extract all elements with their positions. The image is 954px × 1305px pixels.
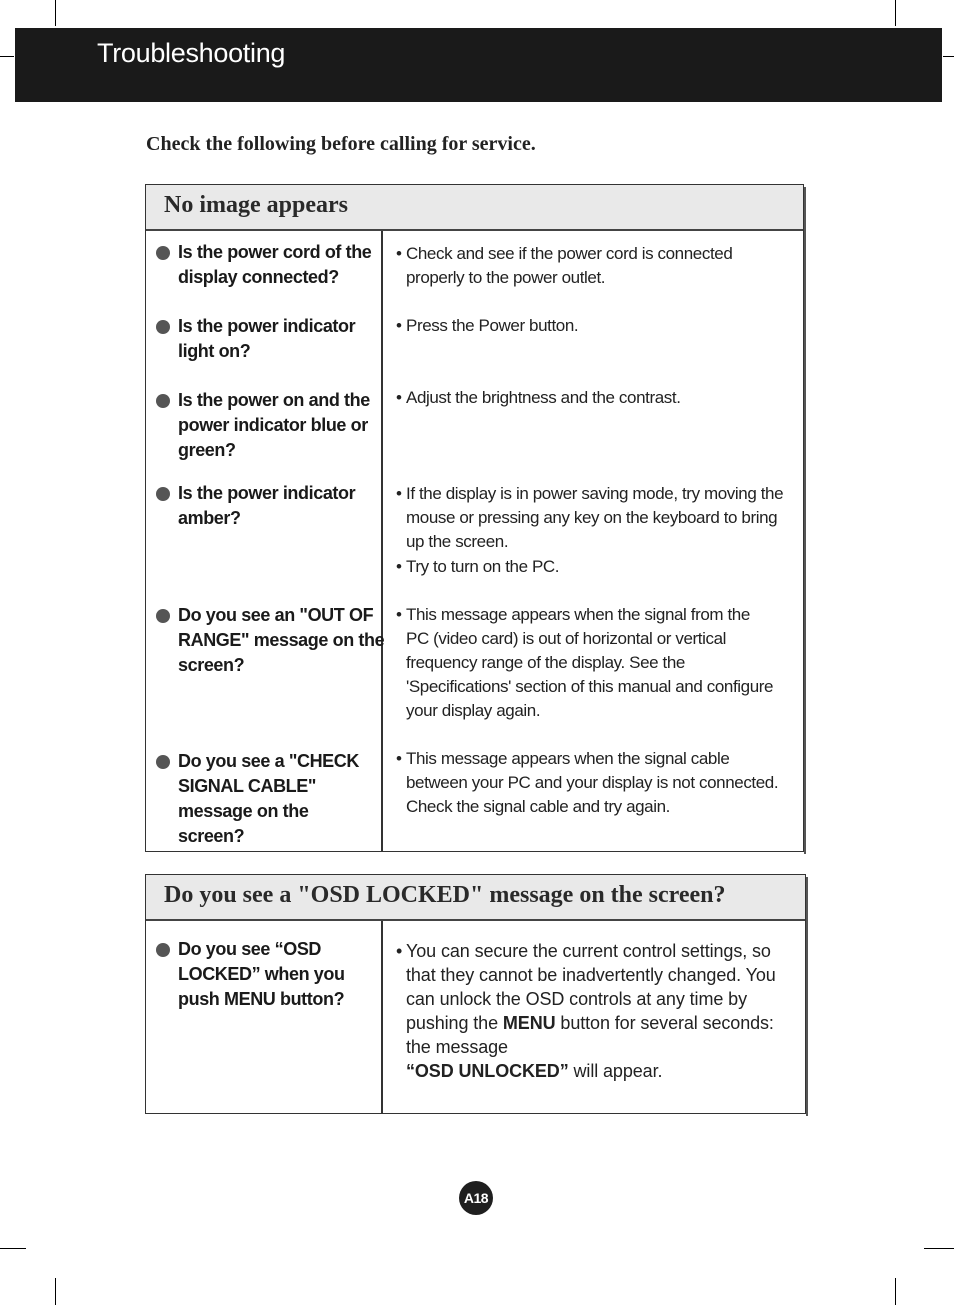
crop-mark xyxy=(55,0,56,26)
answer-indicator-amber: • If the display is in power saving mode, try moving the mouse or pressing any key on the keyboard to bring up the screen. xyxy=(396,484,784,551)
answer-osd-text: You can secure the current control settings, so that they cannot be inadvertently changed. You can unlock the OSD controls at any time by pushing the MENU button for several seconds: the message “OSD UNLOCKED” will appear. xyxy=(406,941,776,1081)
crop-mark xyxy=(0,1248,26,1249)
bullet-dot-icon: • xyxy=(396,388,402,407)
bullet-dot-icon: • xyxy=(396,244,402,263)
answer-out-of-range: • This message appears when the signal from the PC (video card) is out of horizontal or vertical frequency range of the display. See the 'Specifications' section of this manual and configure your display again. xyxy=(396,605,774,720)
bullet-dot-icon: • xyxy=(396,941,403,961)
intro-text: Check the following before calling for service. xyxy=(146,133,536,155)
column-divider xyxy=(381,921,383,1113)
bullet-dot-icon: • xyxy=(396,316,402,335)
bullet-icon xyxy=(156,943,170,957)
question-out-of-range: Do you see an "OUT OF RANGE" message on the screen? xyxy=(156,603,388,678)
question-power-cord: Is the power cord of the display connected? xyxy=(156,240,388,290)
page-number-badge: A18 xyxy=(459,1181,493,1215)
section-osd-locked xyxy=(145,874,806,1114)
menu-keyword: MENU xyxy=(502,1013,556,1033)
question-osd-locked: Do you see “OSD LOCKED” when you push MENU button? xyxy=(156,937,356,1012)
bullet-icon xyxy=(156,394,170,408)
crop-mark xyxy=(55,1278,56,1305)
crop-mark xyxy=(924,1248,954,1249)
section-heading xyxy=(146,875,805,921)
answer-check-signal: • This message appears when the signal cable between your PC and your display is not connected. Check the signal cable and try again. xyxy=(396,749,779,816)
question-indicator-amber: Is the power indicator amber? xyxy=(156,481,388,531)
bullet-dot-icon: • xyxy=(396,557,402,576)
section-heading-text: No image appears xyxy=(164,192,348,218)
question-indicator-color: Is the power on and the power indicator blue or green? xyxy=(156,388,388,463)
bullet-icon xyxy=(156,246,170,260)
question-power-indicator: Is the power indicator light on? xyxy=(156,314,388,364)
bullet-dot-icon: • xyxy=(396,484,402,503)
answer-indicator-amber-2: • Try to turn on the PC. xyxy=(394,555,794,579)
page-title: Troubleshooting xyxy=(97,38,286,68)
question-check-signal: Do you see a "CHECK SIGNAL CABLE" message on the screen? xyxy=(156,749,371,849)
bullet-dot-icon: • xyxy=(396,605,402,624)
section-heading xyxy=(146,185,803,231)
answer-indicator-color: • Adjust the brightness and the contrast. xyxy=(394,386,794,410)
section-no-image xyxy=(145,184,804,852)
crop-mark xyxy=(943,56,954,57)
crop-mark xyxy=(0,56,14,57)
bullet-dot-icon: • xyxy=(396,749,402,768)
bullet-icon xyxy=(156,320,170,334)
section-heading-text: Do you see a "OSD LOCKED" message on the screen? xyxy=(164,882,726,908)
answer-osd-locked xyxy=(394,939,794,1083)
answer-power-cord: • Check and see if the power cord is connected properly to the power outlet. xyxy=(396,244,733,287)
crop-mark xyxy=(895,0,896,26)
answer-power-indicator: • Press the Power button. xyxy=(394,314,794,338)
crop-mark xyxy=(895,1278,896,1305)
osd-unlocked-keyword: “OSD UNLOCKED” xyxy=(406,1061,569,1081)
bullet-icon xyxy=(156,755,170,769)
bullet-icon xyxy=(156,609,170,623)
bullet-icon xyxy=(156,487,170,501)
